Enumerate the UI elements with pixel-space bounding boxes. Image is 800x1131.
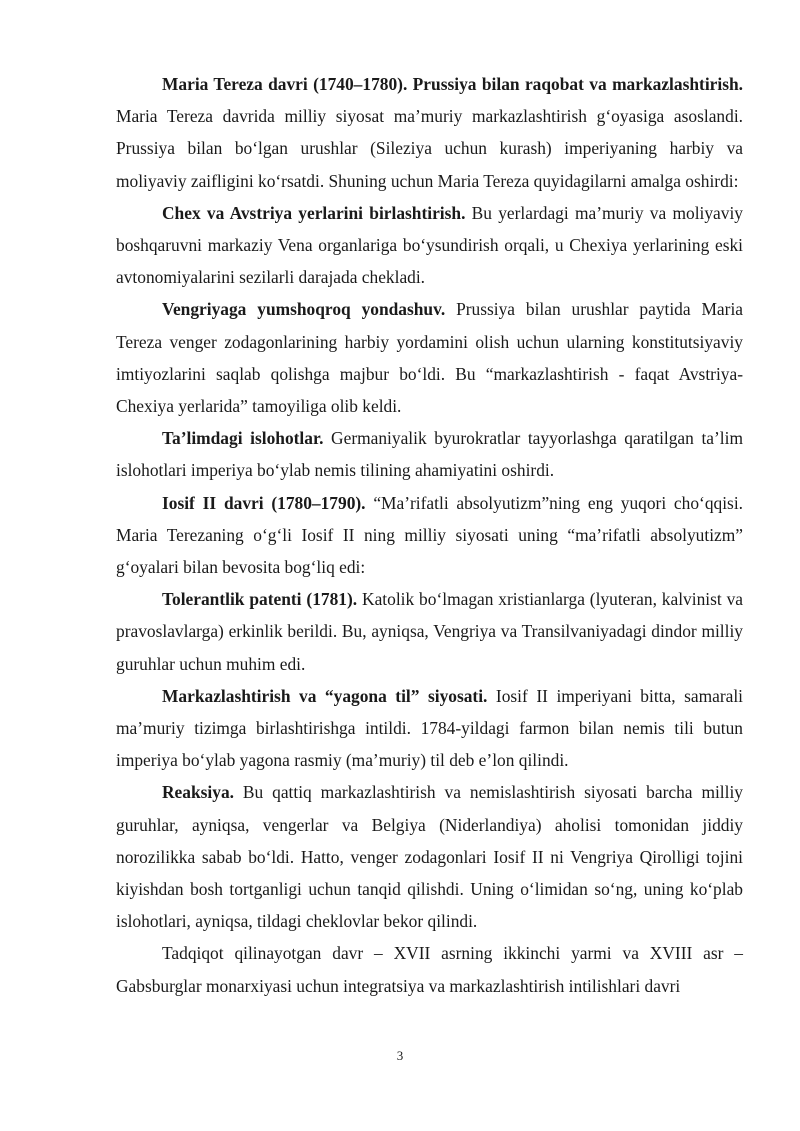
paragraph-heading: Maria Tereza davri (1740–1780). Prussiya bilan raqobat va markazlashtirish. <box>162 74 743 94</box>
paragraph-heading: Markazlashtirish va “yagona til” siyosati. <box>162 685 488 706</box>
paragraph-maria-tereza <box>116 68 743 197</box>
paragraph-heading: Tolerantlik patenti (1781). <box>162 589 358 610</box>
paragraph-talim <box>116 422 743 486</box>
paragraph-vengriya <box>116 293 743 422</box>
paragraph-text: Maria Tereza davrida milliy siyosat ma’muriy markazlashtirish g‘oyasiga asoslandi. Prussiya bilan bo‘lgan urushlar (Sileziya uchun kurash) imperiyaning harbiy va moliyaviy zaifligini ko‘rsatdi. Shuning uchun Maria Tereza quyidagilarni amalga oshirdi: <box>116 106 743 191</box>
document-body <box>116 68 743 1002</box>
paragraph-text: Bu yerlardagi ma’muriy va moliyaviy boshqaruvni markaziy Vena organlariga bo‘ysundirish orqali, u Chexiya yerlarining eski avtonomiyalarini sezilarli darajada chekladi. <box>116 202 743 288</box>
paragraph-text: Germaniyalik byurokratlar tayyorlashga qaratilgan ta’lim islohotlari imperiya bo‘ylab nemis tilining ahamiyatini oshirdi. <box>116 428 743 481</box>
page-number: 3 <box>396 1048 404 1063</box>
paragraph-tolerantlik <box>116 583 743 680</box>
paragraph-text: Prussiya bilan urushlar paytida Maria Tereza venger zodagonlarining harbiy yordamini olish uchun ularning konstitutsiyaviy imtiyozlarini saqlab qolishga majbur bo‘ldi. Bu “markazlashtirish - faqat Avstriya-Chexiya yerlarida” tamoyiliga olib keldi. <box>116 299 743 417</box>
paragraph-chex-avstriya <box>116 197 743 294</box>
paragraph-text: Iosif II imperiyani bitta, samarali ma’muriy tizimga birlashtirishga intildi. 1784-yildagi farmon bilan nemis tili butun imperiya bo‘ylab yagona rasmiy (ma’muriy) til deb e’lon qilindi. <box>116 685 743 771</box>
paragraph-text: “Ma’rifatli absolyutizm”ning eng yuqori cho‘qqisi. Maria Terezaning o‘g‘li Iosif II ning milliy siyosati uning “ma’rifatli absolyutizm” g‘oyalari bilan bevosita bog‘liq edi: <box>116 492 744 578</box>
paragraph-heading: Vengriyaga yumshoqroq yondashuv. <box>162 299 446 320</box>
paragraph-heading: Reaksiya. <box>162 782 234 803</box>
paragraph-text: Katolik bo‘lmagan xristianlarga (lyuteran, kalvinist va pravoslavlarga) erkinlik berildi. Bu, ayniqsa, Vengriya va Transilvaniyadagi dindor milliy guruhlar uchun muhim edi. <box>116 589 744 674</box>
paragraph-reaksiya <box>116 776 743 937</box>
paragraph-heading: Iosif II davri (1780–1790). <box>162 492 366 513</box>
paragraph-heading: Ta’limdagi islohotlar. <box>162 428 324 449</box>
paragraph-heading: Chex va Avstriya yerlarini birlashtirish. <box>162 202 466 223</box>
paragraph-yagona-til <box>116 680 743 777</box>
paragraph-iosif-ii <box>116 487 743 584</box>
paragraph-text: Bu qattiq markazlashtirish va nemislashtirish siyosati barcha milliy guruhlar, ayniqsa, vengerlar va Belgiya (Niderlandiya) aholisi tomonidan jiddiy norozilikka sabab bo‘ldi. Hatto, venger zodagonlari Iosif II ni Vengriya Qirolligi tojini kiyishdan bosh tortganligi uchun tanqid qilishdi. Uning o‘limidan so‘ng, uning ko‘plab islohotlari, ayniqsa, tildagi cheklovlar bekor qilindi. <box>116 782 743 932</box>
paragraph-tadqiqot <box>116 937 743 1001</box>
paragraph-text: Tadqiqot qilinayotgan davr – XVII asrning ikkinchi yarmi va XVIII asr – Gabsburglar monarxiyasi uchun integratsiya va markazlashtirish intilishlari davri <box>116 943 743 996</box>
